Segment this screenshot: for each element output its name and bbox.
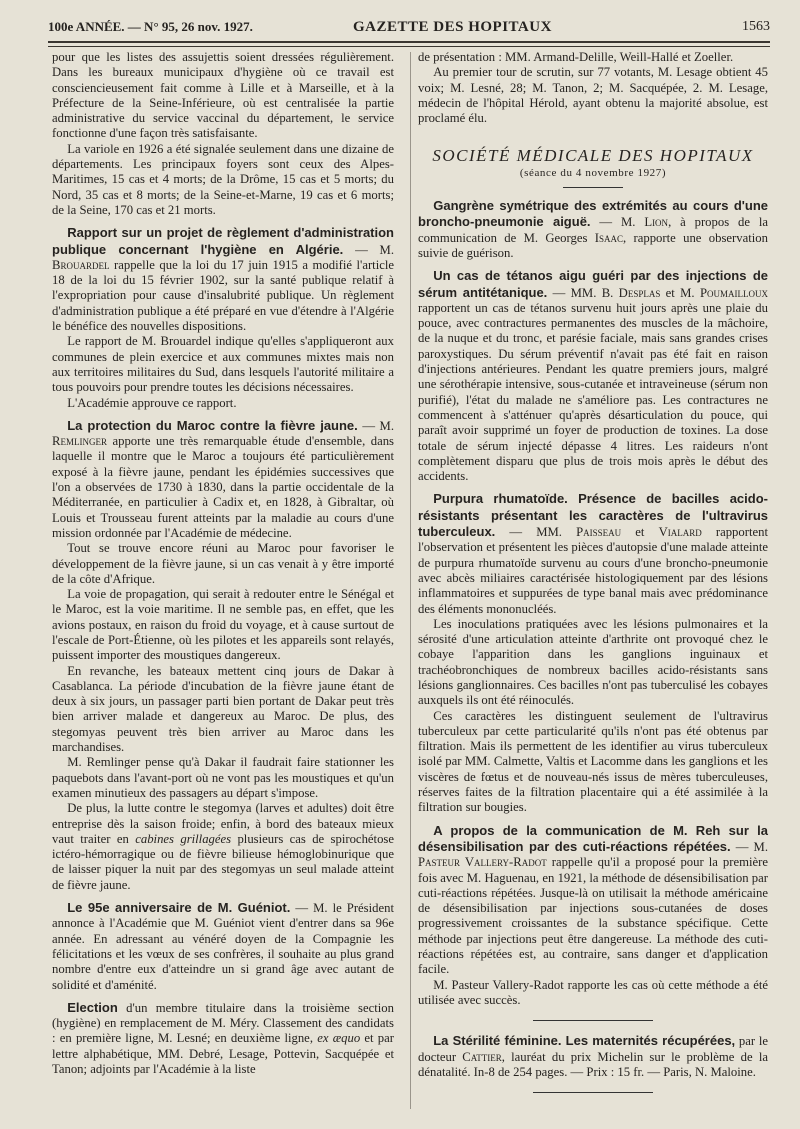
ornamental-separator xyxy=(518,1020,668,1021)
article-text: rapportent un cas de tétanos survenu huit jours après une plaie du pouce, avec contractures permanentes des muscles de la mâchoire, de la nuque et du tronc, et parésie faciale, mais sans grandes crises paroxystiques. Du sérum préventif n'avait pas été fait en raison d'injections antérieures. Pendant les quatre premiers jours, malgré une sérothérapie intensive, sous-cutanée et intraveineuse (sérum non purifié), l'état du malade ne s'améliore pas. Les contractures ne commencent à s'atténuer qu'après désarticulation du pouce, qui paraît avoir supprimé un foyer de production de toxines. La dose totale de sérum injecté dépasse 4 litres. Les raideurs n'ont complètement disparu que plus de trois mois après le début des accidents. xyxy=(418,300,768,484)
author-name: Lion xyxy=(644,215,669,230)
article-title: Gangrène symétrique des extrémités au cours d'une broncho-pneumonie aiguë. xyxy=(418,198,768,230)
text-run: par le docteur xyxy=(418,1034,768,1064)
text-run: — MM. xyxy=(495,525,577,540)
author-name: Poumailloux xyxy=(699,285,768,300)
italic-text: cabines grillagées xyxy=(135,831,232,846)
article-election xyxy=(52,1000,394,1077)
separator-line xyxy=(533,1092,653,1093)
paragraph: En revanche, les bateaux mettent cinq jours de Dakar à Casablanca. La période d'incubation de la fièvre jaune étant de deux à six jours, un passager parti bien portant de Dakar peut très bien arriver malade et dangereux au Maroc. De plus, des stegomyas peuvent très bien arriver au Maroc dans les marchandises. xyxy=(52,663,394,755)
article-title: Un cas de tétanos aigu guéri par des injections de sérum antitétanique. xyxy=(418,268,768,300)
article-algerie: Rapport sur un projet de règlement d'administration publique concernant l'hygiène en Algérie. — M. Brouardel rappelle que la loi du 17 juin 1915 a modifié l'article 18 de la loi du 15 février 1902, sur la santé publique relatif à l'expropriation pour cause d'insalubrité publique. Un règlement d'administration publique a été préparé en vue d'étendre à l'Algérie le bénéfice des nouvelles dispositions. xyxy=(52,225,395,334)
book-notice xyxy=(418,1033,768,1080)
article-text: , lauréat du prix Michelin sur le problème de la dénatalité. In-8 de 254 pages. — Prix : 15 fr. — Paris, N. Maloine. xyxy=(418,1049,768,1079)
italic-text: ex æquo xyxy=(317,1031,361,1046)
text-run: et M. xyxy=(660,285,700,300)
left-column xyxy=(52,50,394,1077)
ornamental-separator xyxy=(518,1092,668,1093)
author-name: Pasteur Vallery-Radot xyxy=(418,855,547,870)
text-run: , à propos de la communication de M. Georges xyxy=(418,215,769,245)
author-name: Isaac xyxy=(594,230,623,245)
article-purpura xyxy=(418,491,768,616)
article-title: Le 95e anniversaire de M. Guéniot. xyxy=(67,900,291,916)
paragraph: pour que les listes des assujettis soient dressées régulièrement. Dans les bureaux municipaux d'hygiène où ce travail est consciencieusement fait comme à Lille et à Marseille, et à la Préfecture de la Seine-Inférieure, où est centralisée la partie administrative du service vaccinal du département, le service fonctionne d'une façon très satisfaisante. xyxy=(52,50,394,141)
separator-line xyxy=(533,1020,653,1021)
text-run: d'un membre titulaire dans la troisième section (hygiène) en remplacement de M. Méry. Classement des candidats : en première ligne, M. Lesné; en deuxième ligne, xyxy=(52,1000,394,1046)
book-title: La Stérilité féminine. Les maternités récupérées, xyxy=(433,1033,736,1049)
paragraph: Tout se trouve encore réuni au Maroc pour favoriser le développement de la fièvre jaune, si un cas venait à y être importé de la côte d'Afrique. xyxy=(52,541,394,586)
text-run: plusieurs cas de spirochétose ictéro-hémorragique ou de fièvre bilieuse hémoglobinurique que de laisser piquer la nuit par des stegomyas un seul malade atteint de fièvre jaune. xyxy=(52,831,394,892)
header-rule-thin xyxy=(48,46,770,47)
article-text: rappelle que la loi du 17 juin 1915 a modifié l'article 18 de la loi du 15 février 1902, sur la santé publique relatif à l'expropriation pour cause d'insalubrité publique. Un règlement d'administration publique a été préparé en vue d'étendre à l'Algérie le bénéfice des nouvelles dispositions. xyxy=(52,257,395,334)
article-gueniot xyxy=(52,900,394,993)
article-title: La protection du Maroc contre la fièvre jaune. xyxy=(67,417,358,433)
paragraph: Les inoculations pratiquées avec les lésions pulmonaires et la sérosité d'une articulation atteinte d'arthrite ont provoqué chez le cobaye l'apparition dans les ganglions inguinaux et trachéobronchiques de nombreux bacilles acido-résistants sans lésions ganglionnaires. Ces bacilles n'ont pas tuberculisé les cobayes auxquels ils ont été réinoculés. xyxy=(418,616,768,708)
article-tetanos xyxy=(418,268,768,484)
paragraph: M. Pasteur Vallery-Radot rapporte les cas où cette méthode a été utilisée avec succès. xyxy=(418,977,768,1007)
author-name: Brouardel xyxy=(52,257,110,272)
section-rule xyxy=(563,187,623,188)
page-header xyxy=(48,16,770,38)
text-run: — M. xyxy=(730,839,768,854)
text-run: , rapporte une observation suivie de guérison. xyxy=(418,230,768,260)
paragraph: M. Remlinger pense qu'à Dakar il faudrait faire stationner les paquebots dans l'avant-port où ne vont pas les moustiques et qu'un examen minutieux des passagers au départ s'impose. xyxy=(52,755,394,800)
text-run: et par lettre alphabétique, MM. Debré, Lesage, Pottevin, Sacquépée et Tanon; adjoints par l'Académie à la liste xyxy=(52,1031,394,1076)
author-name: Vialard xyxy=(658,525,702,540)
article-desensibilisation xyxy=(418,823,768,978)
article-title: Purpura rhumatoïde. Présence de bacilles acido-résistants présentant les caractères de l'ultravirus tuberculeux. xyxy=(418,491,768,540)
text-run: — MM. B. xyxy=(547,285,619,300)
article-title: A propos de la communication de M. Reh sur la désensibilisation par des cuti-réactions répétées. xyxy=(418,822,768,854)
section-heading: SOCIÉTÉ MÉDICALE DES HOPITAUX xyxy=(432,146,754,166)
column-divider xyxy=(410,52,411,1109)
journal-title: GAZETTE DES HOPITAUX xyxy=(353,19,552,35)
paragraph: La variole en 1926 a été signalée seulement dans une dizaine de départements. Les principaux foyers sont ceux des Alpes-Maritimes, 15 cas et 4 morts; de la Drôme, 15 cas et 5 morts; du Nord, 35 cas et 8 morts; de la Seine-et-Marne, 19 cas et 6 morts; de la Seine, 170 cas et 21 morts. xyxy=(52,141,394,217)
paragraph: Au premier tour de scrutin, sur 77 votants, M. Lesage obtient 45 voix; M. Lesné, 28; M. Tanon, 2; M. Sacquépée, 2. M. Lesage, médecin de l'hôpital Hérold, ayant obtenu la majorité absolue, est proclamé élu. xyxy=(418,65,768,126)
text-run: De plus, la lutte contre le stegomya (larves et adultes) doit être entreprise dès la saison froide; enfin, à bord des bateaux mieux vaut traiter en xyxy=(52,801,394,846)
page-number: 1563 xyxy=(742,19,770,34)
paragraph: de présentation : MM. Armand-Delille, Weill-Hallé et Zoeller. xyxy=(418,50,734,64)
paragraph: Le rapport de M. Brouardel indique qu'elles s'appliqueront aux communes de plein exercice et aux communes mixtes mais non aux territoires militaires du Sud, dans lesquels l'autorité militaire a tous pouvoirs pour prendre toutes les décisions nécessaires. xyxy=(52,334,394,395)
right-column xyxy=(418,50,768,1105)
paragraph: La voie de propagation, qui serait à redouter entre le Sénégal et le Maroc, est la voie maritime. Il ne semble pas, en effet, que les avions postaux, en raison du froid du voyage, et à cause surtout de l'escale de Port-Étienne, où les pilotes et les appareils sont relayés, puissent importer des moustiques dangereux. xyxy=(52,587,394,663)
paragraph: L'Académie approuve ce rapport. xyxy=(67,395,237,410)
paragraph xyxy=(52,801,394,893)
issue-info: 100e ANNÉE. — N° 95, 26 nov. 1927. xyxy=(48,19,253,34)
header-rule xyxy=(48,41,770,43)
article-gangrene xyxy=(418,198,768,261)
text-run: — M. xyxy=(599,215,645,230)
author-name: Cattier xyxy=(462,1049,502,1064)
article-title: Rapport sur un projet de règlement d'administration publique concernant l'hygiène en Algérie. xyxy=(52,225,394,257)
text-run: et xyxy=(621,525,659,540)
session-date: (séance du 4 novembre 1927) xyxy=(519,166,667,179)
author-name: Remlinger xyxy=(52,434,107,449)
article-text: — M. le Président annonce à l'Académie que M. Guéniot vient d'entrer dans sa 96e année. En adressant au vénéré doyen de la Compagnie les félicitations et les vœux de ses confrères, il souhaite au plus grand nombre d'entre eux d'atteindre un si grand âge avec autant de solidité et d'aménité. xyxy=(52,901,394,992)
article-title: Election xyxy=(67,999,118,1015)
article-text: rappelle qu'il a proposé pour la première fois avec M. Haguenau, en 1921, la méthode de désensibilisation par cuti-réactions répétées. Jusque-là on utilisait la méthode américaine de désensibilisation par injections sous-cutanées de doses progressivement croissantes de la substance spécifique. Cette méthode par injections peut être dangereuse. La méthode des cuti-réactions répétées est, au contraire, sans danger et d'application facile. xyxy=(418,855,768,977)
article-text: rapportent l'observation et présentent les pièces d'autopsie d'une malade atteinte de purpura rhumatoïde survenu au cours d'une broncho-pneumonie avec abcès miliaires caractérisée histologiquement par des lésions inflammatoires et suppurées de type banal mais avec prédominance des éléments mononucléés. xyxy=(418,525,768,616)
paragraph: Ces caractères les distinguent seulement de l'ultravirus tuberculeux par cette particularité qu'ils n'ont pas été obtenus par filtration. Mais ils permettent de les identifier au virus tuberculeux isolé par MM. Calmette, Valtis et Lacomme dans les ganglions et les viscères de fœtus et de nouveau-nés issus de mères tuberculeuses, réserves faites de la filtration placentaire qui a été assimilée à la filtration sur bougies. xyxy=(418,708,768,815)
author-name: Paisseau xyxy=(576,525,622,540)
article-maroc: La protection du Maroc contre la fièvre jaune. — M. Remlinger apporte une très remarquable étude d'ensemble, dans laquelle il montre que le Maroc a toujours été particulièrement exposé à la fièvre jaune, pendant les épidémies successives que l'on a observées de 1730 à 1830, dans la partie occidentale de la Méditerranée, en particulier à Cadix et, en 1828, à Gibraltar, où Louis et Trousseau furent atteints par la maladie au cours d'une mission ordonnée par l'Académie de médecine. xyxy=(52,417,394,540)
author-name: Desplas xyxy=(618,285,661,300)
article-text: apporte une très remarquable étude d'ensemble, dans laquelle il montre que le Maroc a toujours été particulièrement exposé à la fièvre jaune, pendant les épidémies successives que l'on a observées de 1730 à 1830, dans la partie occidentale de la Méditerranée, en particulier à Cadix et, en 1828, à Gibraltar, où Louis et Trousseau furent atteints par la maladie au cours d'une mission ordonnée par l'Académie de médecine. xyxy=(52,434,394,540)
